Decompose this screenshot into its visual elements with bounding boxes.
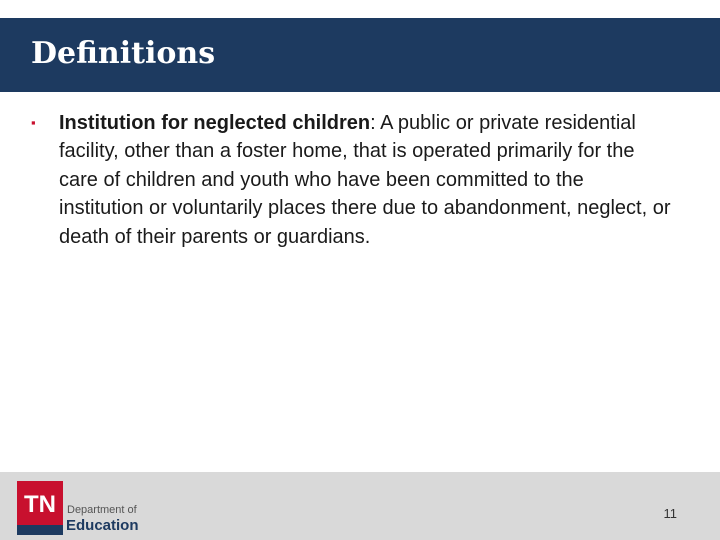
logo-blue-block [17, 525, 63, 535]
logo-abbr: TN [24, 491, 56, 518]
square-bullet-icon: ▪ [31, 115, 36, 130]
definition-body: : A public or private residential facility, other than a foster home, that is operated primarily for the care of children and youth who have been committed to the institution or voluntarily places there due to abandonment, neglect, or death of their parents or guardians. [59, 112, 671, 248]
slide-title: Definitions [31, 36, 216, 71]
slide-content [31, 109, 671, 251]
bullet-text [59, 109, 671, 251]
logo-department-text: Department of [67, 504, 137, 516]
logo-education-text: Education [66, 517, 139, 534]
tn-department-of-education-logo [17, 481, 147, 535]
bullet-item [31, 109, 671, 251]
page-number: 11 [663, 506, 677, 521]
definition-term: Institution for neglected children [59, 112, 371, 134]
